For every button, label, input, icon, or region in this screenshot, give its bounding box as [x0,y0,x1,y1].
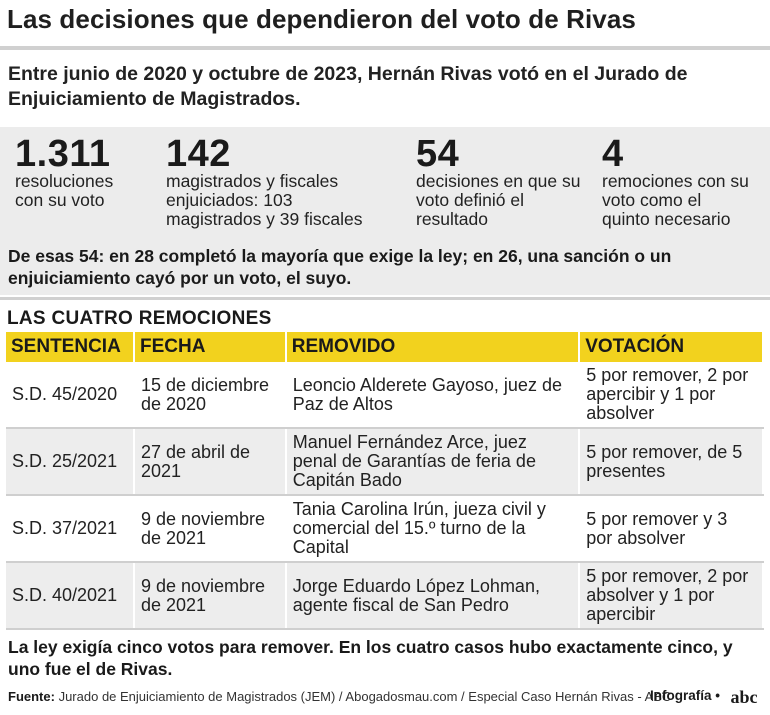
stat-description: decisiones en que su voto definió el resultado [416,171,581,229]
cell-removido: Jorge Eduardo López Lohman, agente fiscal de San Pedro [286,562,579,629]
cell-fecha: 9 de noviembre de 2021 [134,562,286,629]
page-title: Las decisiones que dependieron del voto de Rivas [7,4,636,34]
svg-text:abc: abc [730,687,758,707]
table-row [6,362,763,428]
cell-votacion: 5 por remover y 3 por absolver [579,495,763,562]
source-line [8,689,671,704]
cell-votacion: 5 por remover, 2 por absolver y 1 por apercibir [579,562,763,629]
stat-number: 1.311 [15,133,111,175]
title-bar [0,0,770,44]
stat-decisiones [416,134,581,229]
abc-logo-icon [722,687,766,707]
stats-summary: De esas 54: en 28 completó la mayoría que exige la ley; en 26, una sanción o un enjuiciamiento cayó por un voto, el suyo. [8,246,672,288]
cell-removido: Manuel Fernández Arce, juez penal de Garantías de feria de Capitán Bado [286,428,579,495]
title-divider [0,46,770,50]
header-removido: REMOVIDO [286,332,579,362]
cell-sentencia: S.D. 45/2020 [6,362,134,428]
stat-resoluciones [15,134,145,210]
source-label: Fuente: [8,689,55,704]
cell-votacion: 5 por remover, de 5 presentes [579,428,763,495]
intro-text: Entre junio de 2020 y octubre de 2023, Hernán Rivas votó en el Jurado de Enjuiciamiento de Magistrados. [8,63,688,110]
stat-description: resoluciones con su voto [15,171,114,210]
table-row [6,428,763,495]
stats-panel [0,127,770,295]
cell-removido: Leoncio Alderete Gayoso, juez de Paz de Altos [286,362,579,428]
cell-sentencia: S.D. 40/2021 [6,562,134,629]
section-divider [0,297,770,300]
table-row [6,562,763,629]
stat-number: 142 [166,133,231,175]
header-sentencia: SENTENCIA [6,332,134,362]
credit-label: Infografía • [650,688,720,703]
table-header-row [6,332,763,362]
cell-sentencia: S.D. 37/2021 [6,495,134,562]
table-row [6,495,763,562]
cell-removido: Tania Carolina Irún, jueza civil y comercial del 15.º turno de la Capital [286,495,579,562]
stat-number: 4 [602,133,624,175]
stat-description: magistrados y fiscales enjuiciados: 103 magistrados y 39 fiscales [166,171,363,229]
header-votacion: VOTACIÓN [579,332,763,362]
cell-sentencia: S.D. 25/2021 [6,428,134,495]
section-title: LAS CUATRO REMOCIONES [7,308,272,329]
cell-fecha: 9 de noviembre de 2021 [134,495,286,562]
stat-remociones [602,134,752,229]
cell-fecha: 27 de abril de 2021 [134,428,286,495]
cell-fecha: 15 de diciembre de 2020 [134,362,286,428]
footnote: La ley exigía cinco votos para remover. En los cuatro casos hubo exactamente cinco, y uno fue el de Rivas. [8,637,733,679]
stat-description: remociones con su voto como el quinto necesario [602,171,749,229]
cell-votacion: 5 por remover, 2 por apercibir y 1 por absolver [579,362,763,428]
header-fecha: FECHA [134,332,286,362]
stat-enjuiciados [166,134,391,229]
removals-table [6,332,764,630]
source-text: Jurado de Enjuiciamiento de Magistrados (JEM) / Abogadosmau.com / Especial Caso Hernán Rivas - ABC [58,689,672,704]
stat-number: 54 [416,133,460,175]
